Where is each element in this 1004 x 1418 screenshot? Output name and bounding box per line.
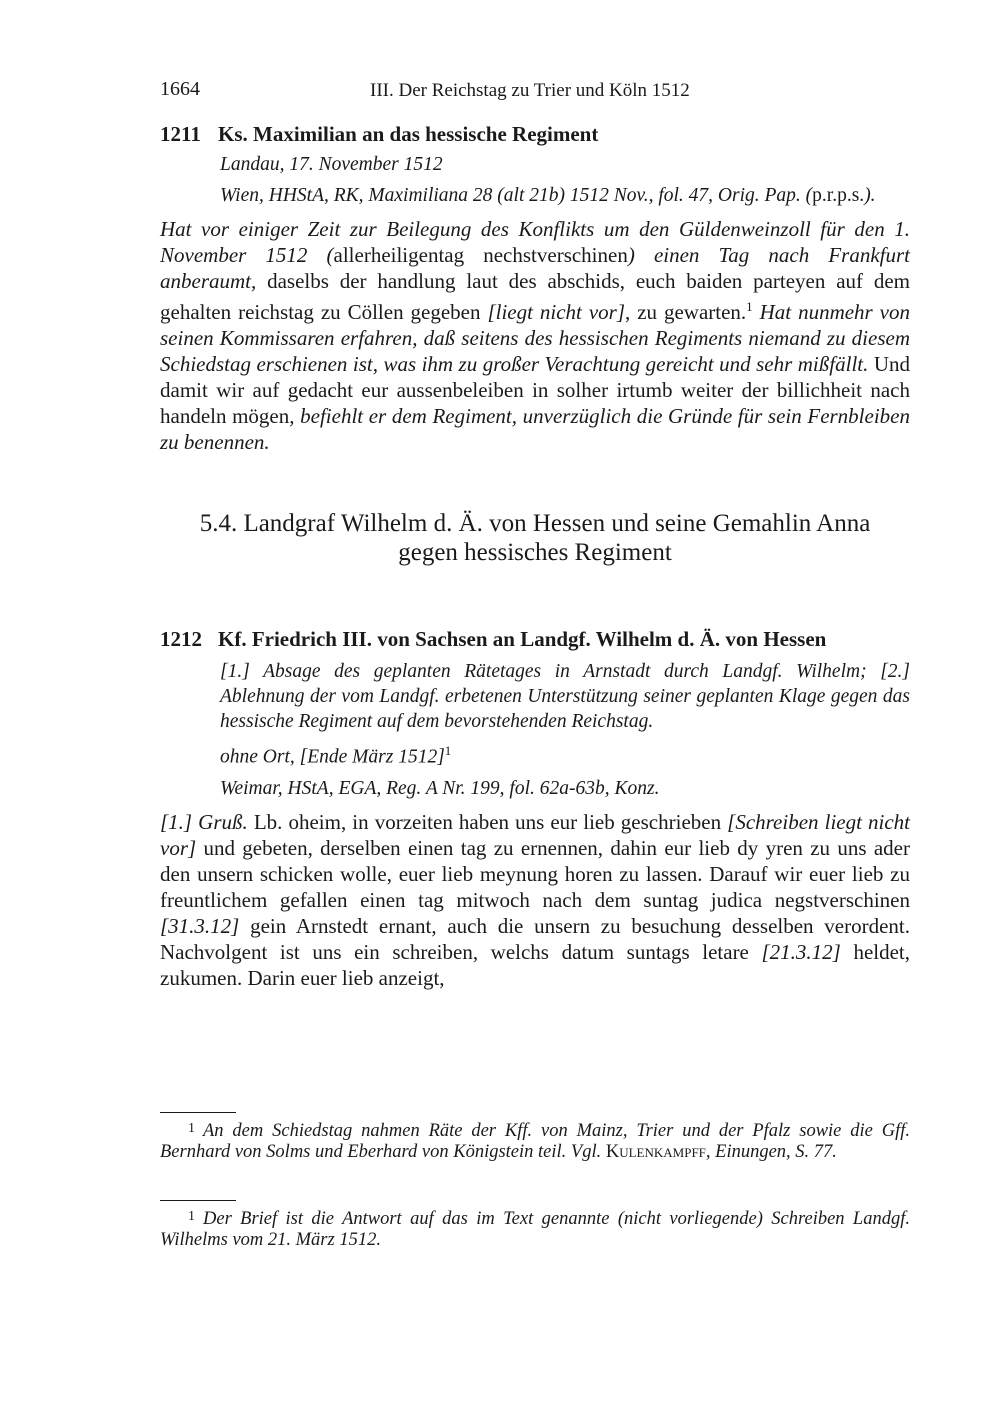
body-seg: [liegt nicht vor] (487, 300, 625, 324)
footnote-text: Der Brief ist die Antwort auf das im Text genannte (nicht vorliegende) Schreiben Landgf. Wilhelms vom 21. März 1512. (160, 1209, 910, 1250)
body-seg: daselbs der handlung laut des abschids, euch baiden parteyen auf dem gehalten reichstag zu Cöllen gegeben (160, 269, 910, 324)
body-seg: Hat vor einiger Zeit zur Beilegung des Konflikts um den Güldenweinzoll für den 1. November 1512 ( (160, 217, 910, 267)
footnote-ref: 1 (746, 299, 753, 314)
body-seg: ) einen Tag nach Frankfurt anberaumt, (160, 243, 910, 293)
page-content (160, 78, 910, 991)
body-seg: Hat nunmehr von seinen Kommissaren erfahren, daß seitens des hessischen Regiments niemand zu diesem Schiedstag erschienen ist, was ihm zu großer Verachtung gereicht und sehr mißfällt. (160, 300, 910, 376)
body-seg: allerheiligentag nechstverschinen (333, 243, 628, 267)
body-seg: Und damit wir auf gedacht eur aussenbeleiben in solher irtumb weiter der billichheit nach handeln mögen (160, 352, 910, 428)
date-text: ohne Ort, [Ende März 1512] (220, 746, 445, 768)
doc-1212-regest: [1.] Absage des geplanten Rätetages in Arnstadt durch Landgf. Wilhelm; [2.] Ablehnung der vom Landgf. erbetenen Unterstützung seiner geplanten Klage gegen das hessische Regiment auf dem bevorstehenden Reichstag. (220, 661, 910, 732)
source-text: Wien, HHStA, RK, Maximiliana 28 (alt 21b) 1512 Nov., fol. 47, Orig. Pap. ( (220, 185, 813, 206)
body-seg: gein Arnstedt ernant, auch die unsern zu besuchung desselben verordent. Nachvolgent ist uns ein schreiben, welchs datum suntags letare (160, 913, 910, 964)
body-seg: [1.] Gruß. (160, 809, 248, 834)
doc-1211-body (160, 216, 910, 455)
doc-1211-source (160, 183, 910, 208)
footnote-text: , Einungen, S. 77. (705, 1142, 837, 1162)
doc-title-text: Ks. Maximilian an das hessische Regiment (218, 122, 599, 146)
body-seg: [Schreiben liegt nicht vor] (160, 809, 910, 860)
source-abbrev: p.r.p.s. (812, 185, 865, 206)
body-seg: [31.3.12] (160, 913, 240, 938)
page-header (160, 78, 910, 108)
footnote-mark: 1 (188, 1121, 195, 1136)
section-heading-line2: gegen hessisches Regiment (398, 539, 672, 566)
footnote-rule (160, 1112, 236, 1113)
section-heading (160, 509, 910, 567)
body-seg: heldet, zukumen. Darin euer lieb anzeigt, (160, 939, 911, 990)
footnote-1212 (160, 1200, 910, 1251)
doc-1212-body (160, 809, 910, 991)
body-seg: Lb. oheim, in vorzeiten haben uns eur lieb geschrieben (247, 809, 728, 834)
footnote-1211 (160, 1112, 910, 1163)
footnote-ref: 1 (444, 743, 452, 758)
page-number: 1664 (160, 78, 200, 100)
body-seg: , befiehlt er dem Regiment, unverzüglich die Gründe für sein Fernbleiben zu benennen. (160, 404, 910, 454)
footnote-mark: 1 (188, 1209, 195, 1224)
doc-1211-date: Landau, 17. November 1512 (220, 154, 443, 175)
doc-number: 1211 (160, 122, 201, 146)
doc-title-text: Kf. Friedrich III. von Sachsen an Landgf. Wilhelm d. Ä. von Hessen (218, 627, 827, 651)
body-seg: [21.3.12] (761, 939, 841, 964)
body-seg: , zu gewarten. (625, 300, 747, 324)
footnote-rule (160, 1200, 236, 1201)
doc-1211-title (160, 120, 910, 148)
doc-number: 1212 (160, 627, 202, 651)
source-close: ). (864, 185, 876, 206)
doc-1212-date (160, 738, 910, 770)
doc-1212-source: Weimar, HStA, EGA, Reg. A Nr. 199, fol. 62a-63b, Konz. (220, 777, 660, 799)
body-seg: und gebeten, derselben einen tag zu ernennen, dahin eur lieb dy yren zu uns ader den unsern schicken wolle, euer lieb meynung horen zu lassen. Darauf wir euer lieb zu freuntlichem gefallen einen tag mitwoch nach dem suntag judica negstverschinen (160, 835, 910, 912)
running-title: III. Der Reichstag zu Trier und Köln 1512 (370, 80, 690, 101)
section-heading-line1: 5.4. Landgraf Wilhelm d. Ä. von Hessen und seine Gemahlin Anna (199, 510, 871, 537)
doc-1212-title (160, 625, 910, 653)
footnote-text: An dem Schiedstag nahmen Räte der Kff. von Mainz, Trier und der Pfalz sowie die Gff. Bernhard von Solms und Eberhard von Königstein teil. Vgl. (160, 1121, 910, 1162)
footnote-author: Kulenkampff (605, 1142, 706, 1162)
